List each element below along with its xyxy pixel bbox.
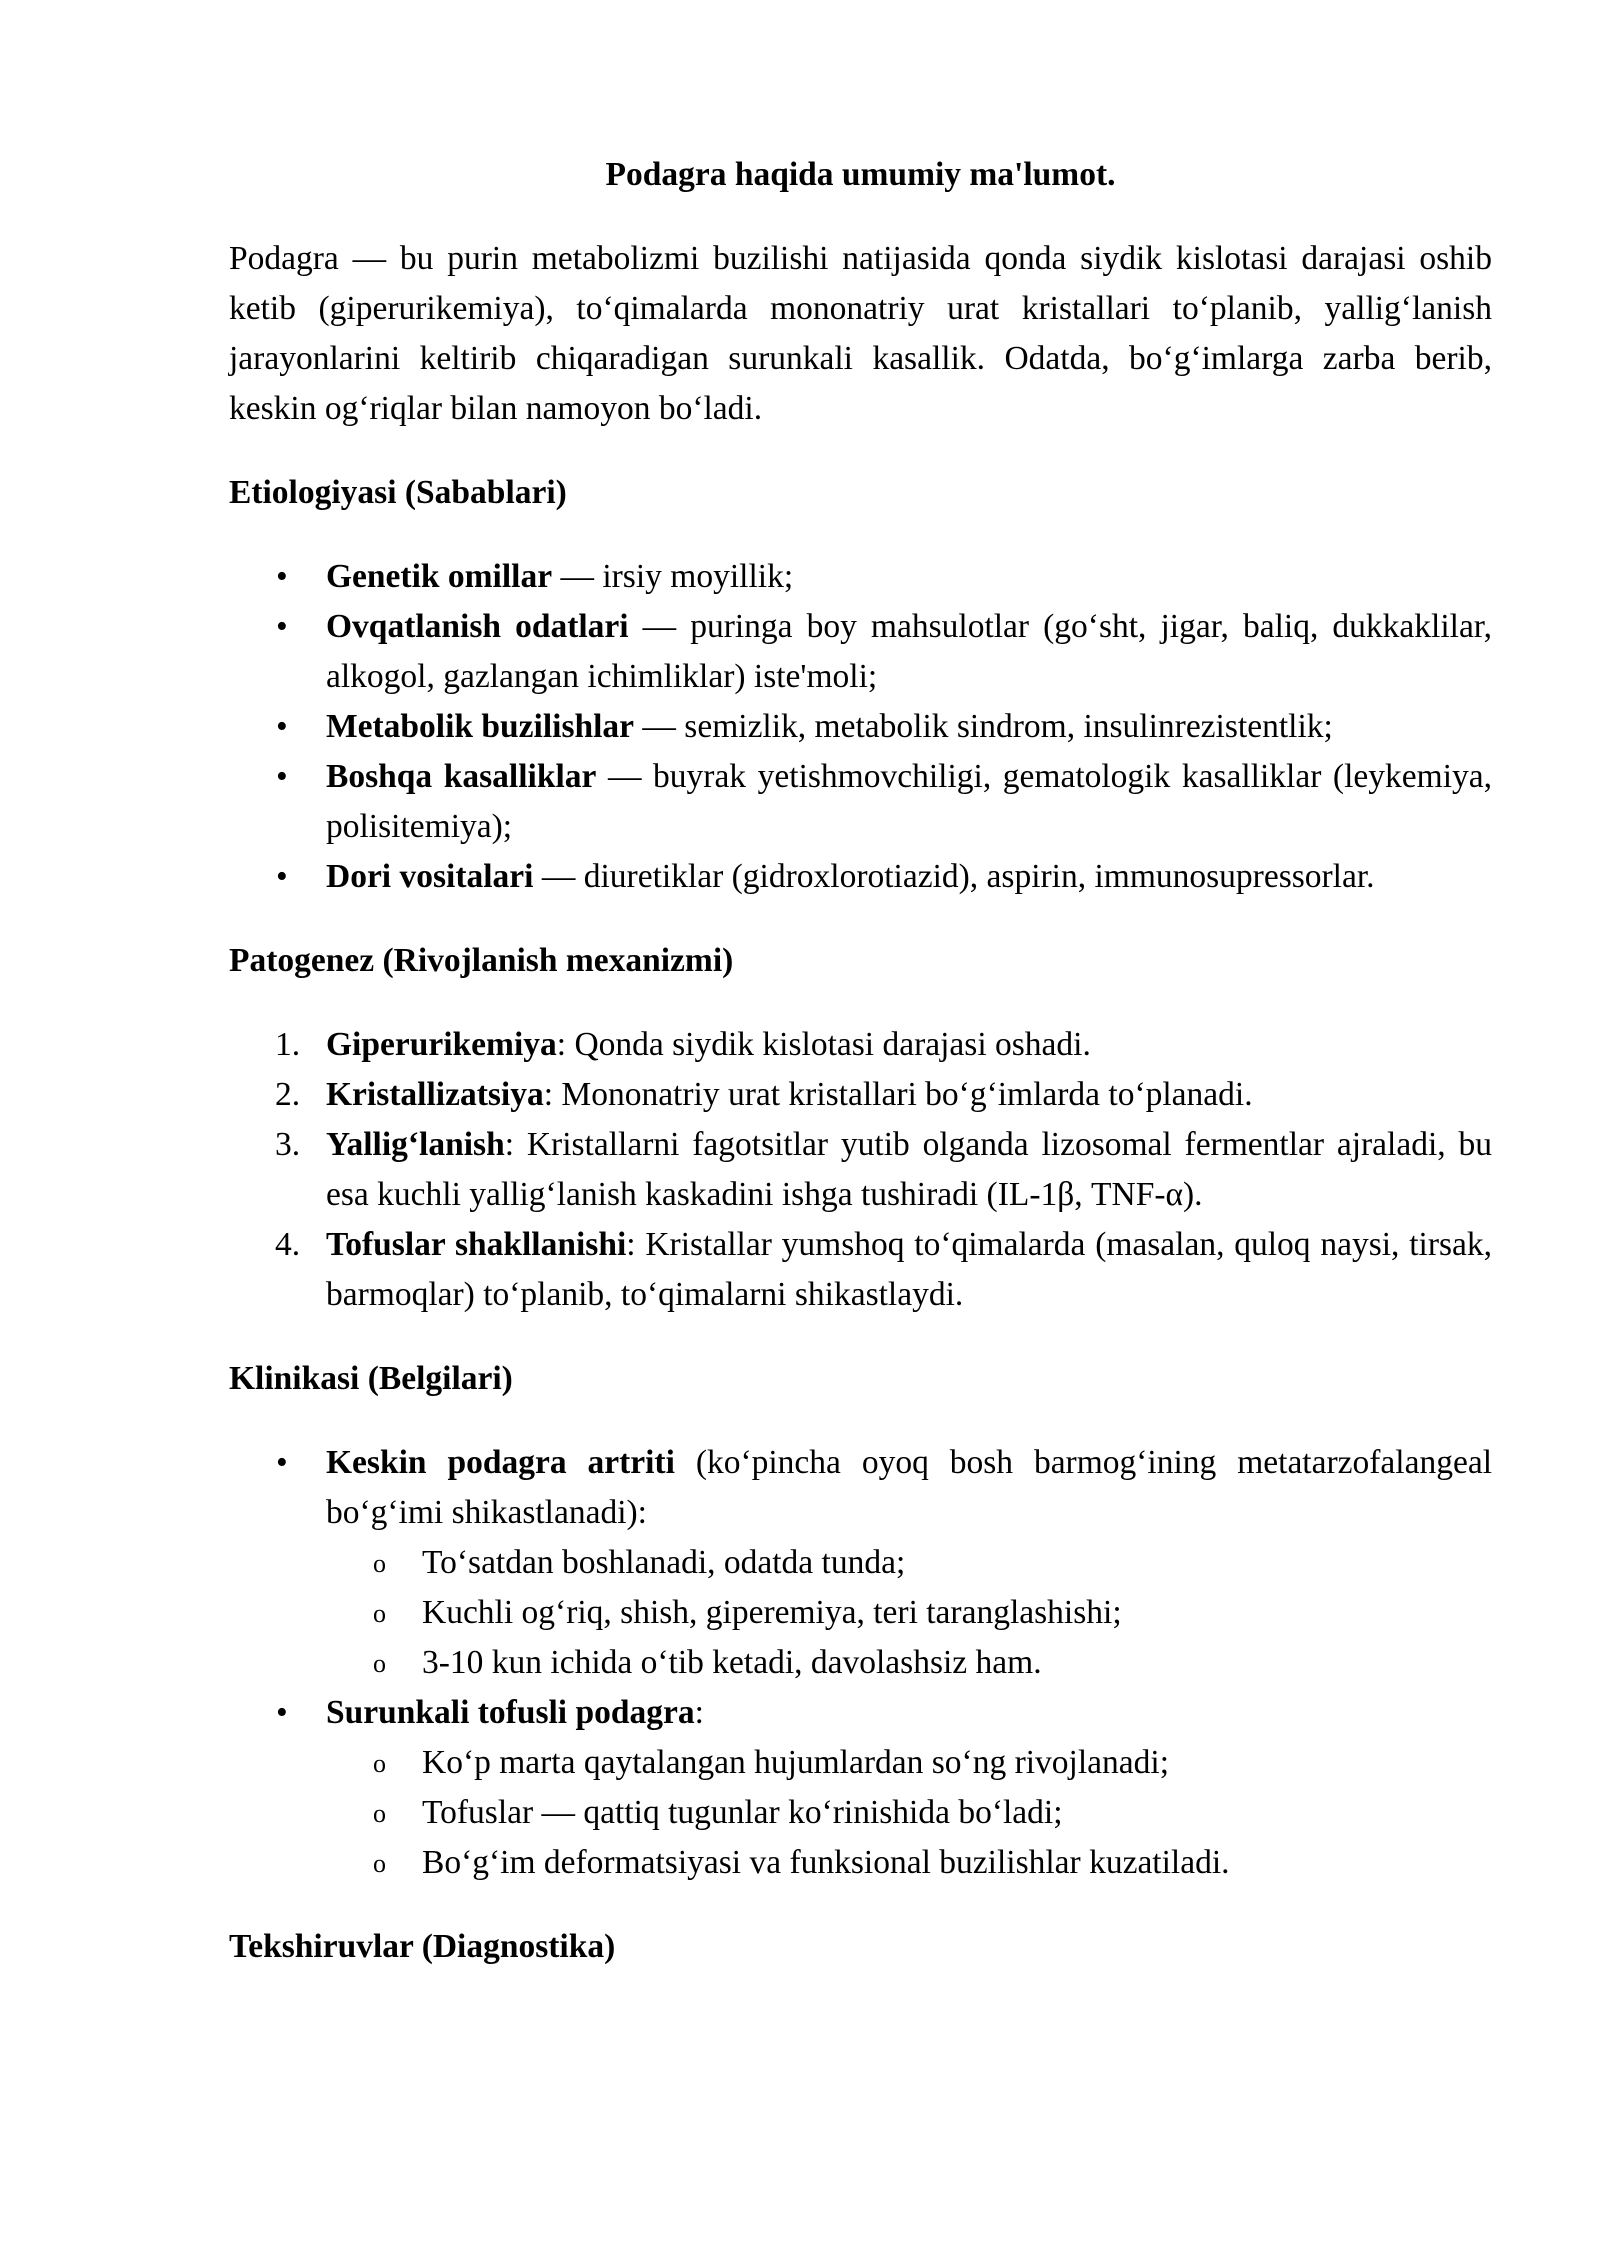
bullet-marker: • — [276, 1694, 288, 1731]
pathogenesis-list — [229, 1020, 1492, 1320]
etiology-item-drugs — [229, 852, 1492, 902]
pathogenesis-item — [229, 1120, 1492, 1220]
pathogenesis-item — [229, 1020, 1492, 1070]
pathogenesis-text: : Mononatriy urat kristallari bo‘g‘imlarda to‘planadi. — [543, 1076, 1253, 1113]
etiology-term: Dori vositalari — [326, 858, 534, 895]
etiology-item-other-diseases — [229, 752, 1492, 852]
pathogenesis-text: : Kristallar yumshoq to‘qimalarda (masalan, quloq naysi, tirsak, barmoqlar) to‘planib, to‘qimalarni shikastlaydi. — [326, 1226, 1493, 1313]
pathogenesis-heading: Patogenez (Rivojlanish mexanizmi) — [229, 942, 734, 979]
pathogenesis-text: : Qonda siydik kislotasi darajasi oshadi. — [556, 1026, 1091, 1063]
clinic-subitem — [326, 1788, 1492, 1838]
bullet-marker: • — [276, 558, 288, 595]
clinic-subitem — [326, 1838, 1492, 1888]
pathogenesis-item — [229, 1070, 1492, 1120]
sub-bullet-marker: o — [373, 1649, 386, 1678]
clinic-term: Surunkali tofusli podagra — [326, 1694, 695, 1731]
clinic-subitem-text: Kuchli og‘riq, shish, giperemiya, teri taranglashishi; — [422, 1594, 1122, 1631]
etiology-list — [229, 552, 1492, 902]
intro-paragraph: Podagra — bu purin metabolizmi buzilishi natijasida qonda siydik kislotasi darajasi oshib ketib (giperurikemiya), to‘qimalarda mononatriy urat kristallari to‘planib, yallig‘lanish jarayonlarini keltirib chiqaradigan surunkali kasallik. Odatda, bo‘g‘imlarga zarba berib, keskin og‘riqlar bilan namoyon bo‘ladi. — [229, 240, 1492, 427]
etiology-text: — diuretiklar (gidroxlorotiazid), aspirin, immunosupressorlar. — [533, 858, 1375, 895]
clinic-item-chronic — [229, 1688, 1492, 1888]
number-marker: 3. — [275, 1126, 301, 1163]
sub-bullet-marker: o — [373, 1849, 386, 1878]
bullet-marker: • — [276, 758, 288, 795]
clinic-text: (ko‘pincha oyoq bosh barmog‘ining metatarzofalangeal bo‘g‘imi shikastlanadi): — [326, 1444, 1493, 1531]
pathogenesis-term: Tofuslar shakllanishi — [326, 1226, 627, 1263]
clinic-sublist — [326, 1538, 1492, 1688]
clinic-subitem-text: Ko‘p marta qaytalangan hujumlardan so‘ng rivojlanadi; — [422, 1744, 1170, 1781]
clinic-subitem — [326, 1738, 1492, 1788]
bullet-marker: • — [276, 1444, 288, 1481]
etiology-heading: Etiologiyasi (Sabablari) — [229, 474, 567, 511]
clinic-subitem — [326, 1588, 1492, 1638]
etiology-text: — semizlik, metabolik sindrom, insulinrezistentlik; — [634, 708, 1333, 745]
clinic-list — [229, 1438, 1492, 1888]
etiology-item-diet — [229, 602, 1492, 702]
etiology-text: — irsiy moyillik; — [552, 558, 794, 595]
etiology-item-metabolic — [229, 702, 1492, 752]
etiology-term: Boshqa kasalliklar — [326, 758, 597, 795]
document-title: Podagra haqida umumiy ma'lumot. — [605, 156, 1116, 193]
bullet-marker: • — [276, 858, 288, 895]
clinic-heading: Klinikasi (Belgilari) — [229, 1360, 513, 1397]
clinic-item-acute — [229, 1438, 1492, 1688]
bullet-marker: • — [276, 708, 288, 745]
clinic-text: : — [694, 1694, 704, 1731]
number-marker: 2. — [275, 1076, 301, 1113]
pathogenesis-item — [229, 1220, 1492, 1320]
pathogenesis-text: : Kristallarni fagotsitlar yutib olganda lizosomal fermentlar ajraladi, bu esa kuchli yallig‘lanish kaskadini ishga tushiradi (IL-1β, TNF-α). — [326, 1126, 1492, 1213]
etiology-item-genetic — [229, 552, 1492, 602]
clinic-subitem — [326, 1638, 1492, 1688]
number-marker: 4. — [275, 1226, 301, 1263]
etiology-term: Ovqatlanish odatlari — [326, 608, 629, 645]
pathogenesis-term: Yallig‘lanish — [326, 1126, 505, 1163]
clinic-subitem-text: 3-10 kun ichida o‘tib ketadi, davolashsiz ham. — [422, 1644, 1042, 1681]
pathogenesis-term: Giperurikemiya — [326, 1026, 557, 1063]
sub-bullet-marker: o — [373, 1599, 386, 1628]
clinic-sublist — [326, 1738, 1492, 1888]
clinic-subitem-text: Bo‘g‘im deformatsiyasi va funksional buzilishlar kuzatiladi. — [422, 1844, 1230, 1881]
etiology-text: — puringa boy mahsulotlar (go‘sht, jigar, baliq, dukkaklilar, alkogol, gazlangan ichimliklar) iste'moli; — [326, 608, 1492, 695]
clinic-subitem — [326, 1538, 1492, 1588]
etiology-text: — buyrak yetishmovchiligi, gematologik kasalliklar (leykemiya, polisitemiya); — [326, 758, 1492, 845]
sub-bullet-marker: o — [373, 1749, 386, 1778]
clinic-subitem-text: To‘satdan boshlanadi, odatda tunda; — [422, 1544, 906, 1581]
etiology-term: Metabolik buzilishlar — [326, 708, 635, 745]
clinic-subitem-text: Tofuslar — qattiq tugunlar ko‘rinishida bo‘ladi; — [422, 1794, 1063, 1831]
sub-bullet-marker: o — [373, 1799, 386, 1828]
sub-bullet-marker: o — [373, 1549, 386, 1578]
etiology-term: Genetik omillar — [326, 558, 553, 595]
pathogenesis-term: Kristallizatsiya — [326, 1076, 544, 1113]
number-marker: 1. — [275, 1026, 301, 1063]
clinic-term: Keskin podagra artriti — [326, 1444, 675, 1481]
diagnostics-heading: Tekshiruvlar (Diagnostika) — [229, 1928, 616, 1965]
bullet-marker: • — [276, 608, 288, 645]
